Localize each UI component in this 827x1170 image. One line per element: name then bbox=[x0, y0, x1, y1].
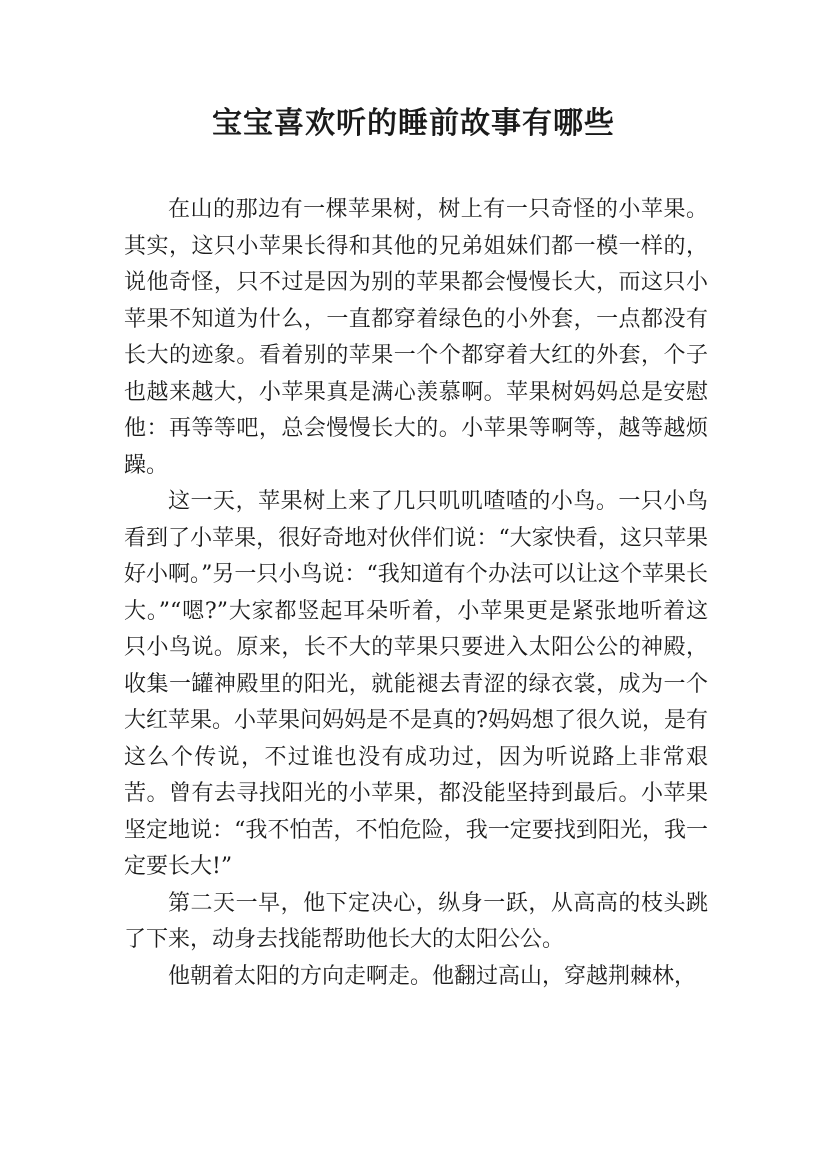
paragraph-2: 这一天，苹果树上来了几只叽叽喳喳的小鸟。一只小鸟看到了小苹果，很好奇地对伙伴们说：“大家快看，这只苹果好小啊。”另一只小鸟说：“我知道有个办法可以让这个苹果长大。”“嗯?”大家都竖起耳朵听着，小苹果更是紧张地听着这只小鸟说。原来，长不大的苹果只要进入太阳公公的神殿，收集一罐神殿里的阳光，就能褪去青涩的绿衣裳，成为一个大红苹果。小苹果问妈妈是不是真的?妈妈想了很久说，是有这么个传说，不过谁也没有成功过，因为听说路上非常艰苦。曾有去寻找阳光的小苹果，都没能坚持到最后。小苹果坚定地说：“我不怕苦，不怕危险，我一定要找到阳光，我一定要长大!” bbox=[124, 489, 708, 879]
paragraph-3: 第二天一早，他下定决心，纵身一跃，从高高的枝头跳了下来，动身去找能帮助他长大的太阳公公。 bbox=[124, 890, 708, 952]
paragraph-1: 在山的那边有一棵苹果树，树上有一只奇怪的小苹果。其实，这只小苹果长得和其他的兄弟姐妹们都一模一样的，说他奇怪，只不过是因为别的苹果都会慢慢长大，而这只小苹果不知道为什么，一直都穿着绿色的小外套，一点都没有长大的迹象。看着别的苹果一个个都穿着大红的外套，个子也越来越大，小苹果真是满心羡慕啊。苹果树妈妈总是安慰他：再等等吧，总会慢慢长大的。小苹果等啊等，越等越烦躁。 bbox=[124, 197, 708, 478]
paragraph-4: 他朝着太阳的方向走啊走。他翻过高山，穿越荆棘林， bbox=[168, 963, 697, 989]
document-title: 宝宝喜欢听的睡前故事有哪些 bbox=[212, 106, 615, 141]
document-body bbox=[124, 192, 708, 995]
